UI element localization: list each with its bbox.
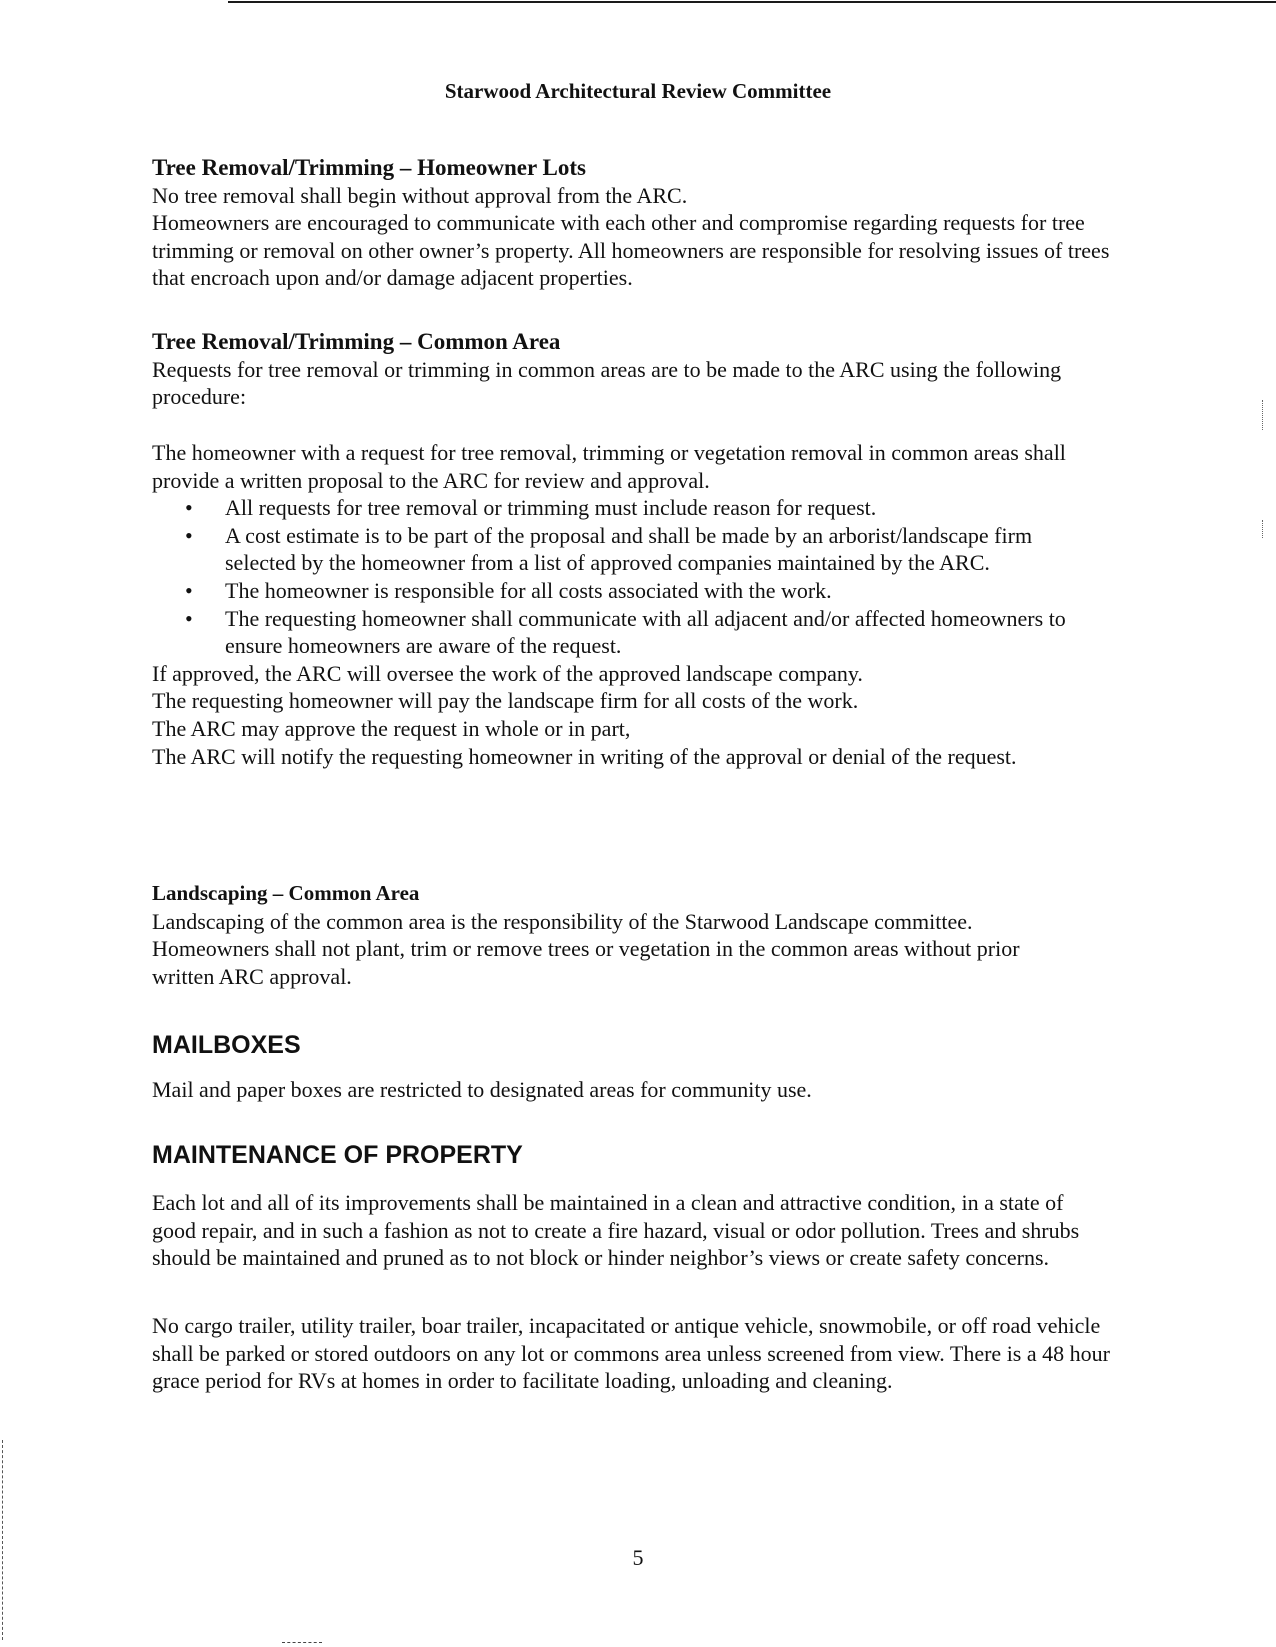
section-landscaping xyxy=(152,880,1082,990)
section-heading: Tree Removal/Trimming – Homeowner Lots xyxy=(152,155,586,180)
paragraph: No tree removal shall begin without approval from the ARC. xyxy=(152,182,688,208)
scan-margin-mark xyxy=(1262,520,1264,538)
section-tree-homeowner xyxy=(152,154,1112,292)
section-tree-common xyxy=(152,328,1092,411)
paragraph: The requesting homeowner will pay the landscape firm for all costs of the work. xyxy=(152,688,859,714)
scan-bottom-mark xyxy=(282,1642,322,1644)
scan-left-edge xyxy=(2,1440,4,1640)
section-heading: Tree Removal/Trimming – Common Area xyxy=(152,329,561,354)
paragraph: If approved, the ARC will oversee the work of the approved landscape company. xyxy=(152,660,863,686)
section-heading-mailboxes: MAILBOXES xyxy=(152,1031,301,1059)
list-item: • The requesting homeowner shall communicate with all adjacent and/or affected homeowners to ensure homeowners are aware of the request. xyxy=(152,605,1085,660)
list-item: • The homeowner is responsible for all costs associated with the work. xyxy=(152,577,1085,605)
page-number: 5 xyxy=(632,1545,644,1570)
section-heading: Landscaping – Common Area xyxy=(152,881,420,905)
paragraph: Each lot and all of its improvements shall be maintained in a clean and attractive condition, in a state of good repair, and in such a fashion as not to create a fire hazard, visual or odor pollution. Trees and shrubs should be maintained and pruned as to not block or hinder neighbor’s views or create safety concerns. xyxy=(152,1190,1080,1271)
paragraph: Homeowners are encouraged to communicate with each other and compromise regarding requests for tree trimming or removal on other owner’s property. All homeowners are responsible for resolving issues of trees that encroach upon and/or damage adjacent properties. xyxy=(152,210,1110,291)
paragraph: The ARC will notify the requesting homeowner in writing of the approval or denial of the request. xyxy=(152,743,1017,769)
section-tree-common-procedure xyxy=(152,439,1097,770)
paragraph: Landscaping of the common area is the responsibility of the Starwood Landscape committee. Homeowners shall not plant, trim or remove trees or vegetation in the common areas without prior written ARC approval. xyxy=(152,908,1020,989)
list-item: • A cost estimate is to be part of the proposal and shall be made by an arborist/landscape firm selected by the homeowner from a list of approved companies maintained by the ARC. xyxy=(152,522,1085,577)
document-header: Starwood Architectural Review Committee xyxy=(444,79,832,103)
paragraph: No cargo trailer, utility trailer, boar trailer, incapacitated or antique vehicle, snowmobile, or off road vehicle shall be parked or stored outdoors on any lot or commons area unless screened from view. There is a 48 hour grace period for RVs at homes in order to facilitate loading, unloading and cleaning. xyxy=(152,1313,1110,1394)
paragraph: The ARC may approve the request in whole or in part, xyxy=(152,715,631,741)
section-heading-maintenance: MAINTENANCE OF PROPERTY xyxy=(152,1141,523,1169)
paragraph: Requests for tree removal or trimming in common areas are to be made to the ARC using the following procedure: xyxy=(152,356,1062,410)
paragraph: Mail and paper boxes are restricted to designated areas for community use. xyxy=(152,1077,812,1102)
bullet-list xyxy=(152,494,1097,660)
scan-margin-mark xyxy=(1262,400,1264,430)
list-item: • All requests for tree removal or trimming must include reason for request. xyxy=(152,494,1085,522)
scan-top-border xyxy=(228,1,1276,3)
paragraph: The homeowner with a request for tree removal, trimming or vegetation removal in common areas shall provide a written proposal to the ARC for review and approval. xyxy=(152,440,1066,493)
